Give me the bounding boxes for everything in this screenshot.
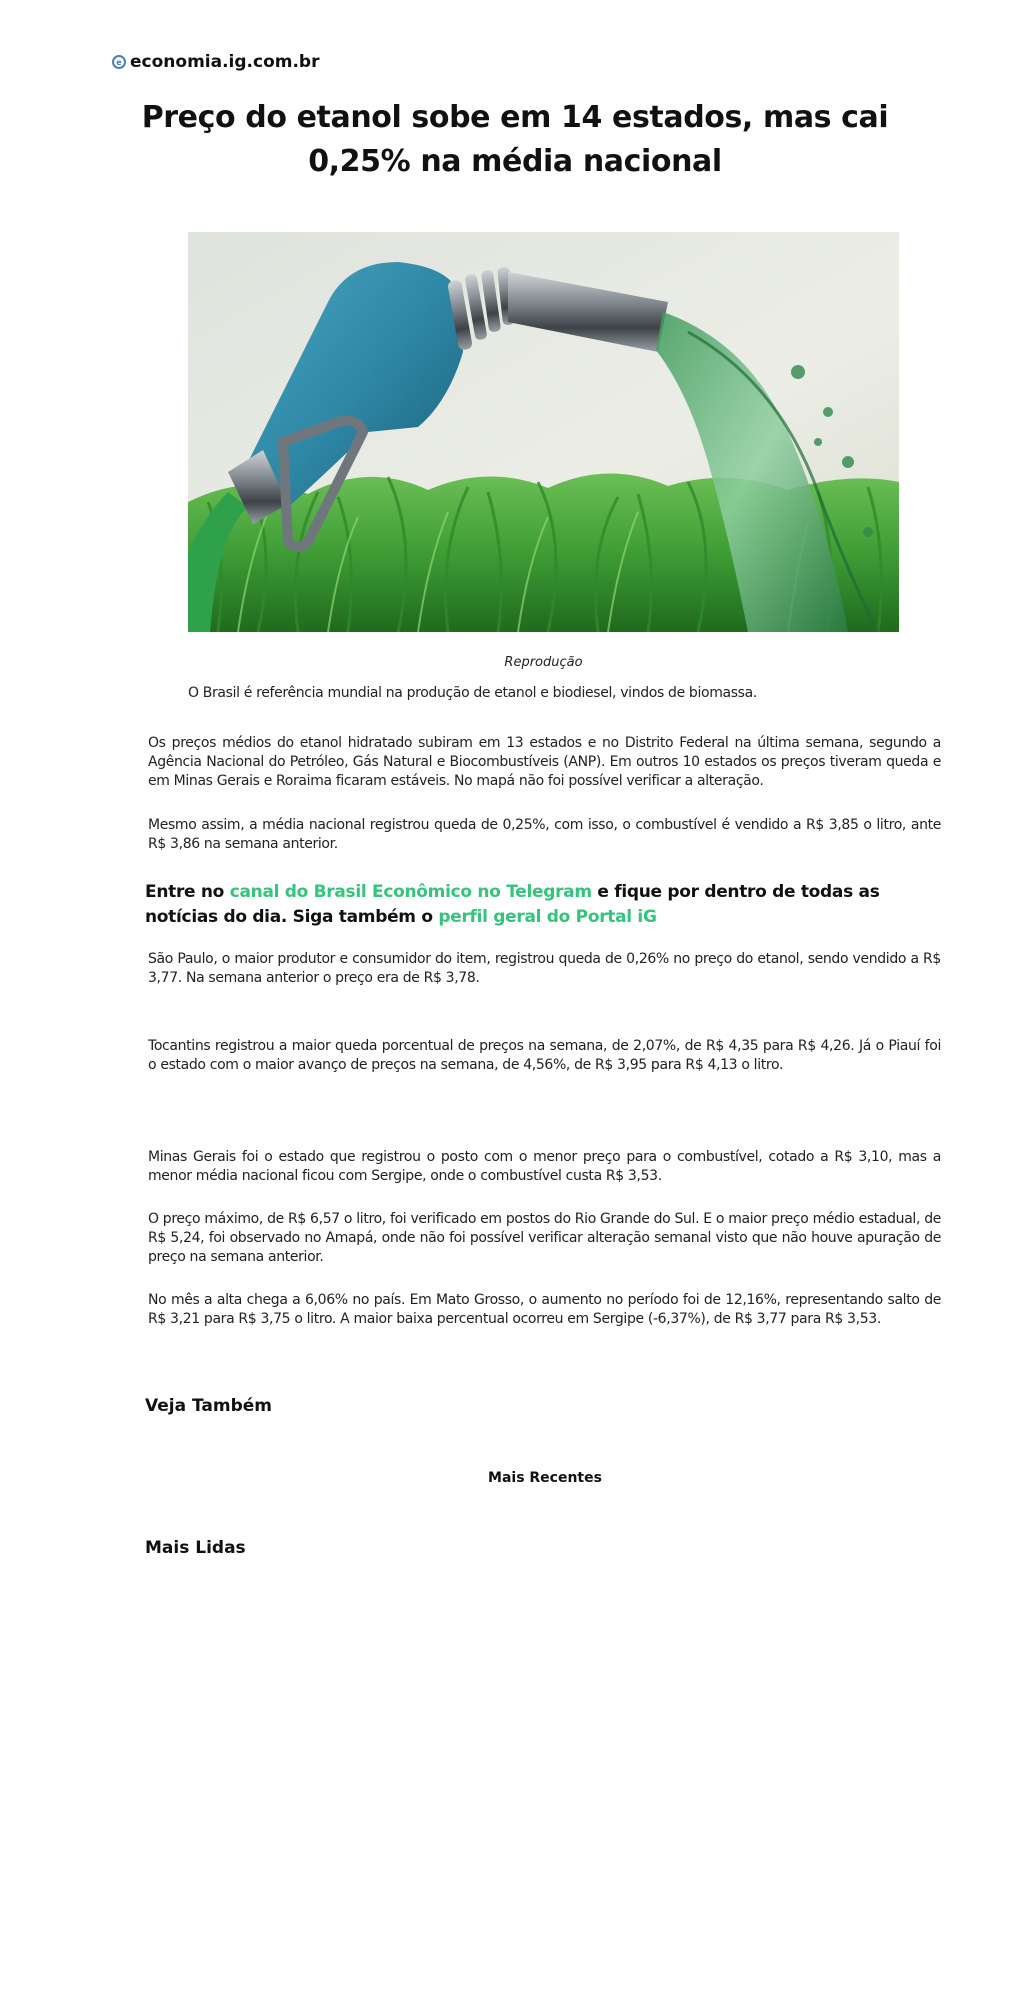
promo-text: Entre no bbox=[145, 882, 230, 902]
see-also-heading: Veja Também bbox=[145, 1396, 272, 1416]
most-recent-heading: Mais Recentes bbox=[488, 1470, 602, 1486]
portal-ig-profile-link[interactable]: perfil geral do Portal iG bbox=[438, 907, 657, 927]
ig-logo-icon: e bbox=[112, 55, 126, 69]
telegram-channel-link[interactable]: canal do Brasil Econômico no Telegram bbox=[229, 882, 592, 902]
article-paragraph: Tocantins registrou a maior queda porcentual de preços na semana, de 2,07%, de R$ 4,35 para R$ 4,26. Já o Piauí foi o estado com o maior avanço de preços na semana, de 4,56%, de R$ 3,95 para R$ 4,13 o litro. bbox=[148, 1038, 941, 1073]
article-paragraph: Os preços médios do etanol hidratado subiram em 13 estados e no Distrito Federal na última semana, segundo a Agência Nacional do Petróleo, Gás Natural e Biocombustíveis (ANP). Em outros 10 estados os preços tiveram queda e em Minas Gerais e Roraima ficaram estáveis. No mapá não foi possível verificar a alteração. bbox=[148, 735, 941, 789]
site-domain[interactable]: economia.ig.com.br bbox=[130, 52, 320, 72]
article-paragraph: Mesmo assim, a média nacional registrou queda de 0,25%, com isso, o combustível é vendido a R$ 3,85 o litro, ante R$ 3,86 na semana anterior. bbox=[148, 817, 941, 852]
promo-text: e fique por dentro de todas as notícias do dia. Siga também o bbox=[145, 882, 880, 927]
article-paragraph: O Brasil é referência mundial na produção de etanol e biodiesel, vindos de biomassa. bbox=[188, 685, 757, 701]
most-read-heading: Mais Lidas bbox=[145, 1538, 246, 1558]
article-paragraph: No mês a alta chega a 6,06% no país. Em Mato Grosso, o aumento no período foi de 12,16%, representando salto de R$ 3,21 para R$ 3,75 o litro. A maior baixa percentual ocorreu em Sergipe (-6,37%), de R$ 3,77 para R$ 3,53. bbox=[148, 1292, 941, 1327]
image-caption: Reprodução bbox=[504, 655, 583, 670]
article-paragraph: O preço máximo, de R$ 6,57 o litro, foi verificado em postos do Rio Grande do Sul. E o maior preço médio estadual, de R$ 5,24, foi observado no Amapá, onde não foi possível verificar alteração semanal visto que não houve apuração de preço na semana anterior. bbox=[148, 1211, 941, 1265]
telegram-promo bbox=[145, 880, 945, 930]
site-header[interactable] bbox=[112, 52, 319, 72]
article-title: Preço do etanol sobe em 14 estados, mas cai 0,25% na média nacional bbox=[141, 100, 889, 179]
article-paragraph: São Paulo, o maior produtor e consumidor do item, registrou queda de 0,26% no preço do etanol, sendo vendido a R$ 3,77. Na semana anterior o preço era de R$ 3,78. bbox=[148, 951, 941, 986]
fuel-nozzle-illustration bbox=[188, 232, 899, 632]
article-paragraph: Minas Gerais foi o estado que registrou o posto com o menor preço para o combustível, cotado a R$ 3,10, mas a menor média nacional ficou com Sergipe, onde o combustível custa R$ 3,53. bbox=[148, 1149, 941, 1184]
hero-image bbox=[188, 232, 899, 632]
